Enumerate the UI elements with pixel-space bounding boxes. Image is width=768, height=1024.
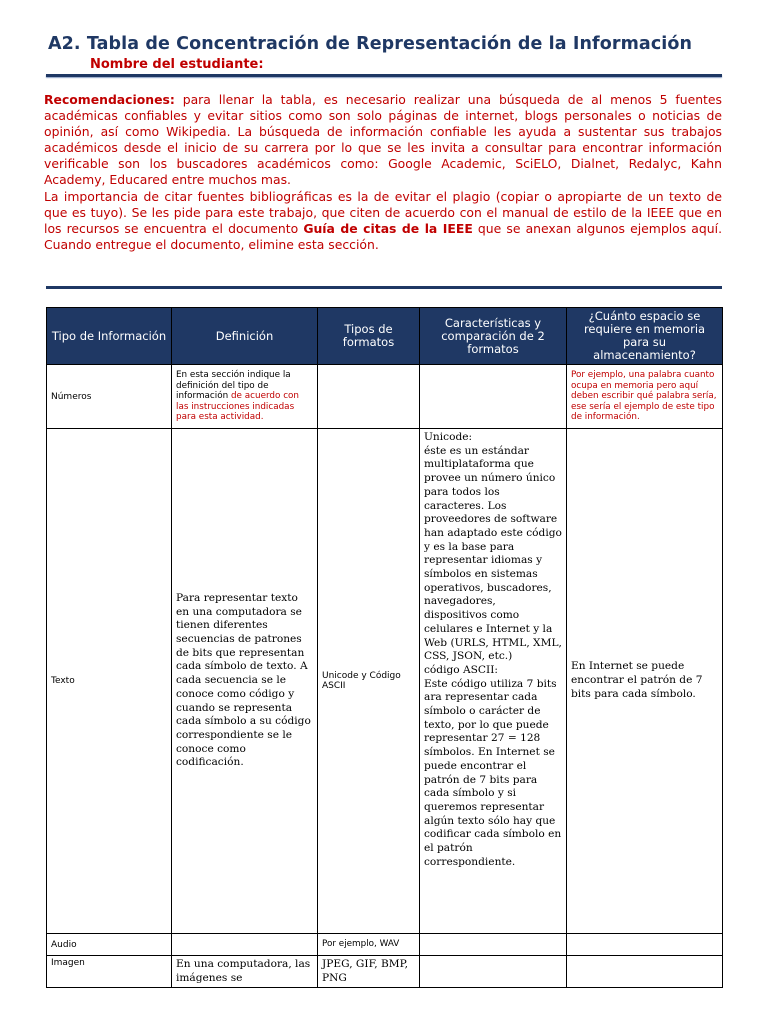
cell-definicion-audio[interactable] (172, 934, 318, 956)
table-header-row (47, 308, 723, 365)
ascii-label: código ASCII: (424, 663, 498, 676)
recommendations-text-3: que se anexan algunos ejemplos aquí. Cuando entregue el documento, elimine esta sección. (44, 220, 723, 252)
numeros-definicion-instruction: En esta sección indique la definición del tipo de información (176, 370, 291, 402)
cell-caracteristicas-numeros[interactable] (420, 365, 567, 429)
recommendations-text-1: para llenar la tabla, es necesario realizar una búsqueda de al menos 5 fuentes académicas confiables y evitar sitios como son solo páginas de internet, blogs personales o noticias de opinión, así como Wikipedia. La búsqueda de información confiable les ayuda a sustentar sus trabajos académicos desde el inicio de su carrera por lo que se les invita a consultar para encontrar información verificable son los buscadores académicos como: Google Academic, SciELO, Dialnet, Redalyc, Kahn Academy, Educared entre muchos mas. (44, 92, 722, 188)
unicode-description: éste es un estándar multiplataforma que provee un número único para todos los caracteres. Los proveedores de software han adaptado este código y es la base para representar idiomas y símbolos en sistemas operativos, buscadores, navegadores, dispositivos como celulares e Internet y la Web (URLS, HTML, XML, CSS, JSON, etc.) (424, 444, 562, 663)
student-name-label: Nombre del estudiante: (90, 57, 264, 72)
cell-caracteristicas-audio[interactable] (420, 934, 567, 956)
header-espacio: ¿Cuánto espacio se requiere en memoria para su almacenamiento? (567, 308, 723, 365)
cell-caracteristicas-texto[interactable] (420, 429, 567, 934)
table-row (47, 365, 723, 429)
cell-tipo-texto[interactable]: Texto (47, 429, 172, 934)
cell-definicion-imagen[interactable]: En una computadora, las imágenes se (172, 956, 318, 988)
cell-espacio-numeros[interactable]: Por ejemplo, una palabra cuanto ocupa en memoria pero aquí deben escribir qué palabra sería, ese sería el ejemplo de este tipo de información. (567, 365, 723, 429)
header-formatos: Tipos de formatos (318, 308, 420, 365)
cell-tipo-audio[interactable]: Audio (47, 934, 172, 956)
cell-tipo-numeros[interactable]: Números (47, 365, 172, 429)
cell-caracteristicas-imagen[interactable] (420, 956, 567, 988)
header-definicion: Definición (172, 308, 318, 365)
header-caracteristicas: Características y comparación de 2 formatos (420, 308, 567, 365)
section-divider (46, 286, 722, 289)
cell-definicion-texto[interactable]: Para representar texto en una computadora se tienen diferentes secuencias de patrones de bits que representan cada símbolo de texto. A cada secuencia se le conoce como código y cuando se representa cada símbolo a su código correspondiente se le conoce como codificación. (172, 429, 318, 934)
recommendations-heading: Recomendaciones: (44, 92, 175, 107)
cell-formatos-numeros[interactable] (318, 365, 420, 429)
table-row (47, 956, 723, 988)
cell-espacio-imagen[interactable] (567, 956, 723, 988)
title-divider (46, 74, 722, 77)
numeros-definicion-note: de acuerdo con las instrucciones indicadas para esta actividad. (176, 391, 299, 423)
table-row (47, 429, 723, 934)
recommendations-text-2: La importancia de citar fuentes bibliográficas es la de evitar el plagio (copiar o apropiarte de un texto de que es tuyo). Se les pide para este trabajo, que citen de acuerdo con el manual de estilo de la IEEE que en los recursos se encuentra el documento (44, 188, 722, 236)
cell-formatos-audio[interactable]: Por ejemplo, WAV (318, 934, 420, 956)
cell-formatos-texto[interactable]: Unicode y Código ASCII (318, 429, 420, 934)
unicode-label: Unicode: (424, 431, 473, 443)
header-tipo: Tipo de Información (47, 308, 172, 365)
document-title: A2. Tabla de Concentración de Representación de la Información (48, 34, 693, 54)
ieee-guide-reference: Guía de citas de la IEEE (303, 220, 473, 236)
cell-espacio-audio[interactable] (567, 934, 723, 956)
cell-definicion-numeros[interactable] (172, 365, 318, 429)
concentration-table (46, 307, 723, 988)
ascii-description: Este código utiliza 7 bits ara representar cada símbolo o carácter de texto, por lo que puede representar 27 = 128 símbolos. En Internet se puede encontrar el patrón de 7 bits para cada símbolo y si queremos representar algún texto sólo hay que codificar cada símbolo en el patrón correspondiente. (424, 677, 562, 868)
cell-tipo-imagen[interactable]: Imagen (47, 956, 172, 988)
table-row (47, 934, 723, 956)
cell-formatos-imagen[interactable]: JPEG, GIF, BMP, PNG (318, 956, 420, 988)
cell-espacio-texto[interactable]: En Internet se puede encontrar el patrón de 7 bits para cada símbolo. (567, 429, 723, 934)
recommendations-section (44, 92, 722, 253)
